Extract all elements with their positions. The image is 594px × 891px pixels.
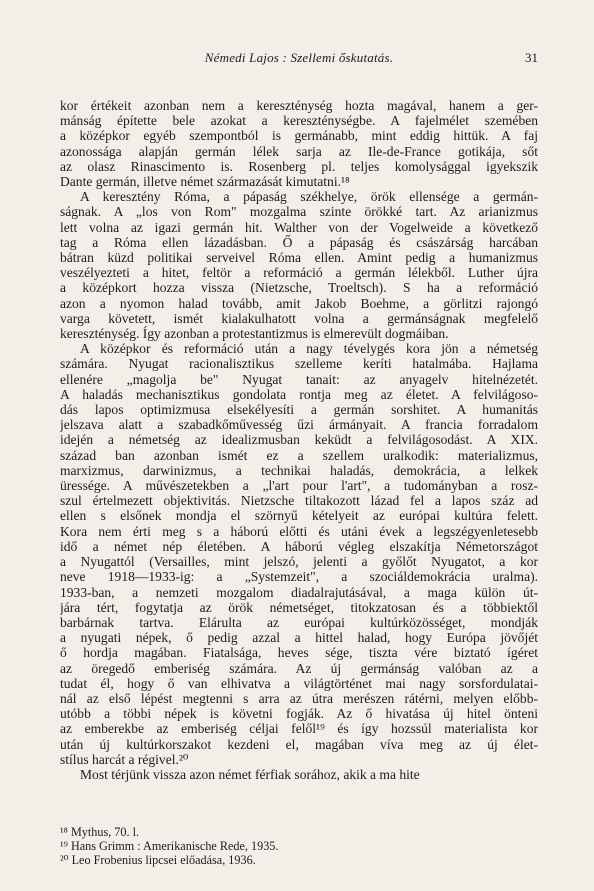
text-line: marxizmus, darwinizmus, a technikai haladás, demokrácia, a lelkek — [60, 462, 538, 478]
text-line: után új kultúrkorszakot kezdeni el, magában víva meg az új élet- — [60, 736, 538, 752]
text-line: veszélyezteti a hitet, feltör a reformáció a germán lélekből. Luther újra — [60, 265, 538, 281]
footnote: ¹⁸ Mythus, 70. l. — [60, 825, 140, 839]
text-line: azon a nyomon halad tovább, amit Jakob Boehme, a görlitzi rajongó — [60, 295, 538, 311]
text-line: ellen s elsőnek mondja el szörnyű kételyeit az európai kultúra felett. — [60, 508, 538, 524]
text-line: idején a németség az idealizmusban keküdt a felvilágosodást. A XIX. — [60, 432, 538, 448]
text-line: tag a Róma ellen lázadásban. Ő a pápaság és császárság harcában — [60, 234, 538, 250]
text-line: azonossága alapján germán lélek sarja az Ile-de-France gotikája, sőt — [60, 143, 538, 159]
text-line: ságnak. A „los von Rom" mozgalma szinte örökké tart. Az arianizmus — [60, 204, 538, 220]
text-line: század ban azonban ismét ez a szellem uralkodik: materializmus, — [60, 447, 538, 463]
text-line: a középkor egyéb szempontból is germánabb, mint eddig hittük. A faj — [60, 128, 538, 144]
text-line: Dante germán, illetve német származását kimutatni.¹⁸ — [60, 174, 350, 190]
footnote: ¹⁹ Hans Grimm : Amerikanische Rede, 1935. — [60, 839, 279, 854]
page-number: 31 — [525, 50, 538, 65]
text-line: számára. Nyugat racionalisztikus szelleme keríti hatalmába. Hajlama — [60, 356, 538, 372]
text-line: varga követett, ismét kialakulhatott volna a germánságnak megfelelő — [60, 310, 538, 326]
text-line: A keresztény Róma, a pápaság székhelye, örök ellensége a germán- — [80, 189, 538, 205]
text-line: barbárnak tartva. Elárulta az európai kultúrközösséget, mondják — [60, 614, 538, 630]
text-line: mánság építette bele azokat a kereszténységbe. A fajelmélet szemében — [60, 113, 538, 129]
text-line: stílus harcát a régivel.²⁰ — [60, 751, 189, 767]
page-header — [60, 50, 538, 68]
text-line: az emberekbe az emberiség céljai felől¹⁹ és így hozssúl materialista kor — [60, 721, 538, 737]
text-line: Most térjünk vissza azon német férfiak sorához, akik a ma hite — [80, 766, 420, 782]
text-line: jelszava alatt a szabadkőművesség űzi ármányait. A francia forradalom — [60, 417, 538, 433]
text-line: bátran küzd politikai serveivel Róma ellen. Amint pedig a humanizmus — [60, 250, 538, 266]
text-line: kereszténység. Így azonban a protestantizmus is elmerevült dogmáiban. — [60, 326, 449, 342]
text-line: neve 1918—1933-ig: a „Systemzeit", a szociáldemokrácia uralma). — [60, 569, 538, 585]
running-title: Némedi Lajos : Szellemi őskutatás. — [204, 50, 394, 65]
text-line: A középkor és reformáció után a nagy tévelygés kora jön a németség — [80, 341, 538, 357]
text-line: a Nyugattól (Versailles, mint jelszó, jelenti a győlőt Nyugatot, a kor — [60, 554, 538, 570]
text-line: az öregedő emberiség számára. Az új germánság valóban az a — [60, 660, 538, 676]
text-line: dás lapos optimizmusa elsekélyesíti a germán sorshitet. A humanitás — [60, 402, 538, 418]
text-line: tudat él, hogy ő van elhivatva a világtörténet mai nagy sorsfordulatai- — [60, 675, 538, 691]
text-line: üressége. A művészetekben a „l'art pour l'art", a tudományban a rosz- — [60, 478, 538, 494]
text-line: szul értelmezett objektivitás. Nietzsche tiltakozott lázad fel a lapos száz ad — [60, 493, 538, 509]
text-line: kor értékeit azonban nem a kereszténység hozta magával, hanem a ger- — [60, 98, 538, 113]
text-line: idő a német nép életében. A háború végleg elszakítja Németországot — [60, 538, 538, 554]
text-line: Kora nem érti meg s a háború előtti és utáni évek a legszégyenletesebb — [60, 523, 538, 539]
text-line: a nyugati népek, ő pedig azzal a hittel halad, hogy Európa jövőjét — [60, 630, 538, 646]
footnotes — [60, 825, 538, 868]
text-line: utóbb a többi népek is követni fogják. Az ő hivatása új hitel önteni — [60, 706, 538, 722]
text-line: A haladás mechanisztikus gondolata rontja meg az életet. A felvilágoso- — [60, 386, 538, 402]
footnote: ²⁰ Leo Frobenius lipcsei előadása, 1936. — [60, 853, 256, 868]
text-line: nál az első lépést megtenni s arra az útra merészen rátérni, melyen előbb- — [60, 690, 538, 706]
body-text — [60, 98, 538, 782]
text-line: jára tért, fogytatja az örök németséget, titokzatosan és a többiektől — [60, 599, 538, 615]
text-line: ellenére „magolja be" Nyugat tanait: az anyagelv hitelnézetét. — [60, 371, 538, 387]
text-line: lett volna az igazi germán hit. Walther von der Vogelweide a következő — [60, 219, 538, 235]
text-line: 1933-ban, a nemzeti mozgalom diadalrajutásával, a maga külön út- — [60, 584, 538, 600]
text-line: a középkort hozza vissza (Nietzsche, Troeltsch). S ha a reformáció — [60, 280, 538, 296]
text-line: az olasz Rinascimento is. Rosenberg pl. teljes komolysággal igyekszik — [60, 158, 538, 174]
text-line: ő hordja magában. Fiatalsága, heves sége, tiszta vére biztató ígéret — [60, 645, 538, 661]
